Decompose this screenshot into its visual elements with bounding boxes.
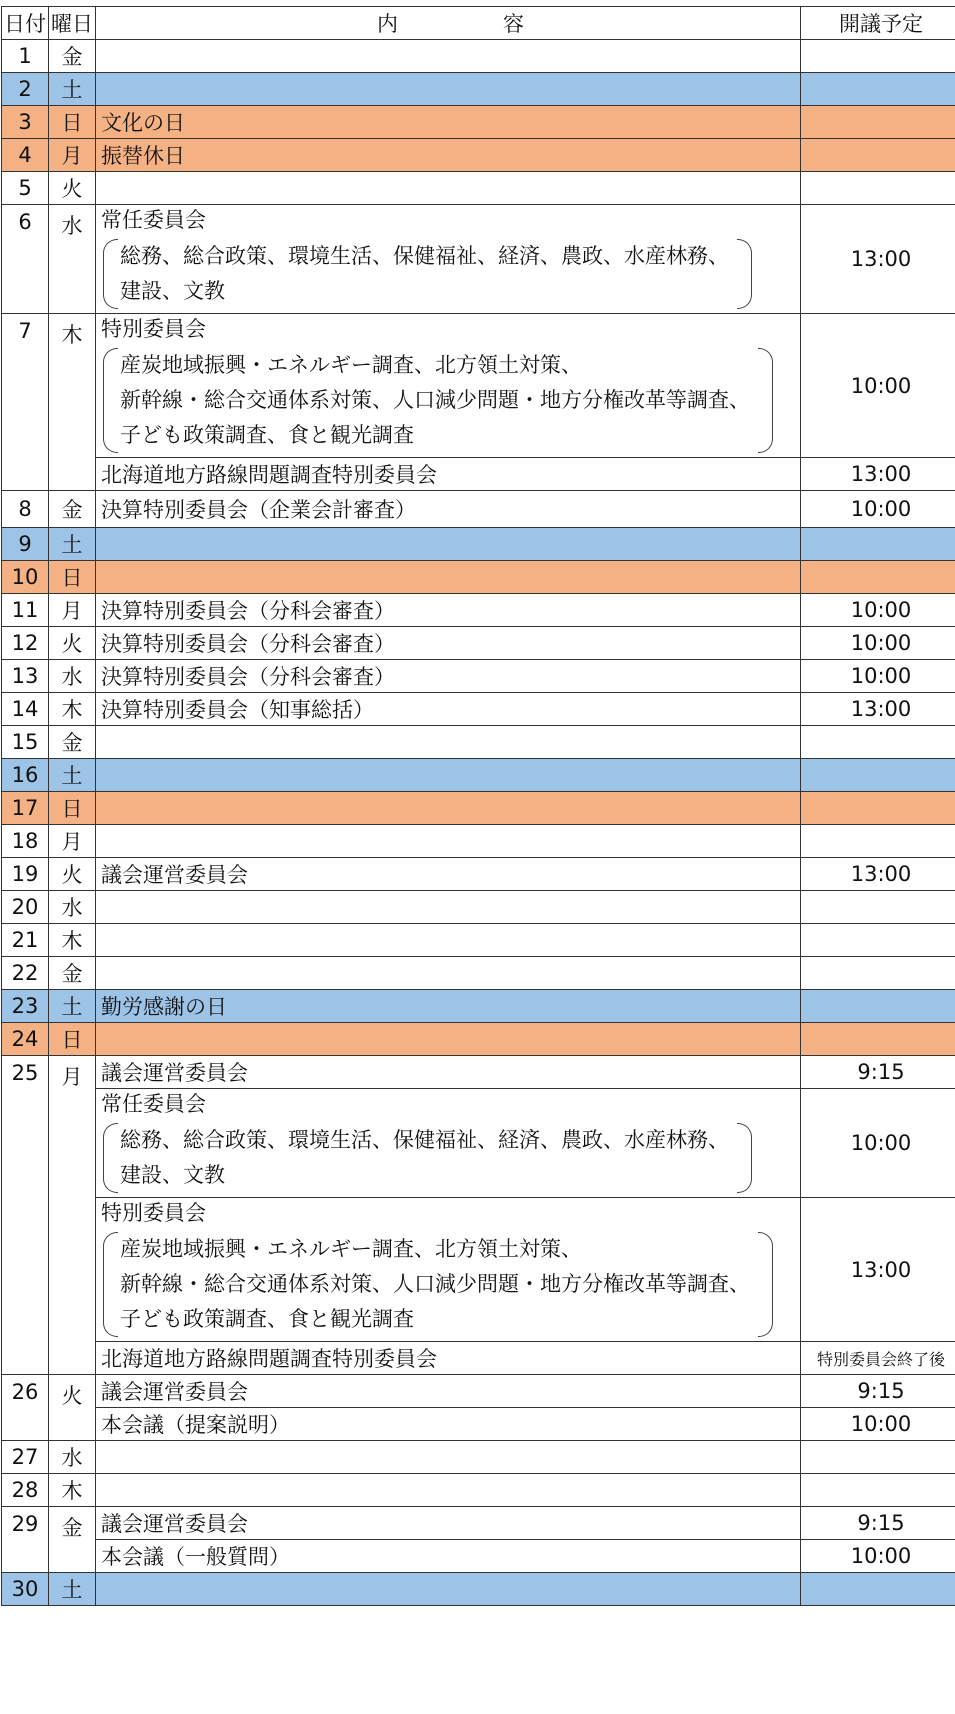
list-line: 産炭地域振興・エネルギー調査、北方領土対策、 <box>120 353 582 377</box>
content-cell: 本会議（一般質問） <box>96 1540 801 1573</box>
time-cell <box>801 106 955 139</box>
table-row <box>2 1507 955 1540</box>
time-cell <box>801 1474 955 1507</box>
weekday-cell: 火 <box>49 858 96 891</box>
table-row <box>2 1056 955 1089</box>
content-cell <box>96 205 801 314</box>
time-cell: 9:15 <box>801 1056 955 1089</box>
list-line: 総務、総合政策、環境生活、保健福祉、経済、農政、水産林務、 <box>120 1128 729 1152</box>
header-content: 内 容 <box>96 7 801 40</box>
header-weekday: 曜日 <box>49 7 96 40</box>
content-cell: 決算特別委員会（分科会審査） <box>96 594 801 627</box>
content-cell <box>96 561 801 594</box>
content-cell: 議会運営委員会 <box>96 858 801 891</box>
date-cell: 26 <box>2 1375 49 1441</box>
time-cell <box>801 792 955 825</box>
time-cell <box>801 990 955 1023</box>
weekday-cell: 土 <box>49 73 96 106</box>
list-line: 建設、文教 <box>120 279 225 303</box>
content-cell <box>96 1441 801 1474</box>
date-cell: 5 <box>2 172 49 205</box>
table-row <box>2 792 955 825</box>
table-row <box>2 561 955 594</box>
content-cell <box>96 40 801 73</box>
time-cell: 13:00 <box>801 205 955 314</box>
content-cell <box>96 1198 801 1342</box>
content-cell: 勤労感謝の日 <box>96 990 801 1023</box>
table-row <box>2 990 955 1023</box>
content-cell <box>96 1023 801 1056</box>
table-row <box>2 858 955 891</box>
weekday-cell: 土 <box>49 990 96 1023</box>
weekday-cell: 火 <box>49 627 96 660</box>
committee-list <box>103 239 800 309</box>
table-row <box>2 660 955 693</box>
time-cell: 10:00 <box>801 491 955 528</box>
content-cell <box>96 924 801 957</box>
table-row <box>2 1342 955 1375</box>
time-cell: 10:00 <box>801 1408 955 1441</box>
time-cell <box>801 1023 955 1056</box>
weekday-cell: 月 <box>49 139 96 172</box>
table-row <box>2 1408 955 1441</box>
table-row <box>2 594 955 627</box>
committee-list <box>103 1232 800 1337</box>
date-cell: 28 <box>2 1474 49 1507</box>
date-cell: 6 <box>2 205 49 314</box>
date-cell: 4 <box>2 139 49 172</box>
weekday-cell: 土 <box>49 528 96 561</box>
weekday-cell: 木 <box>49 924 96 957</box>
committee-title: 常任委員会 <box>101 1092 206 1116</box>
time-cell: 10:00 <box>801 627 955 660</box>
content-cell <box>96 957 801 990</box>
list-line: 新幹線・総合交通体系対策、人口減少問題・地方分権改革等調査、 <box>120 388 750 412</box>
weekday-cell: 金 <box>49 1507 96 1573</box>
content-cell: 振替休日 <box>96 139 801 172</box>
table-row <box>2 924 955 957</box>
time-cell <box>801 139 955 172</box>
table-row <box>2 73 955 106</box>
time-cell <box>801 759 955 792</box>
weekday-cell: 月 <box>49 825 96 858</box>
content-cell <box>96 172 801 205</box>
date-cell: 14 <box>2 693 49 726</box>
table-row <box>2 314 955 458</box>
content-cell <box>96 528 801 561</box>
content-cell: 決算特別委員会（分科会審査） <box>96 660 801 693</box>
date-cell: 16 <box>2 759 49 792</box>
table-row <box>2 1023 955 1056</box>
list-line: 総務、総合政策、環境生活、保健福祉、経済、農政、水産林務、 <box>120 244 729 268</box>
header-row <box>2 7 955 40</box>
content-cell: 北海道地方路線問題調査特別委員会 <box>96 458 801 491</box>
table-row <box>2 825 955 858</box>
time-cell <box>801 528 955 561</box>
date-cell: 27 <box>2 1441 49 1474</box>
weekday-cell: 金 <box>49 726 96 759</box>
table-row <box>2 40 955 73</box>
table-row <box>2 759 955 792</box>
committee-title: 特別委員会 <box>101 317 206 341</box>
table-row <box>2 205 955 314</box>
date-cell: 2 <box>2 73 49 106</box>
time-cell <box>801 726 955 759</box>
date-cell: 29 <box>2 1507 49 1573</box>
time-cell: 10:00 <box>801 1089 955 1198</box>
content-cell <box>96 314 801 458</box>
time-cell: 13:00 <box>801 458 955 491</box>
table-row <box>2 957 955 990</box>
date-cell: 10 <box>2 561 49 594</box>
content-cell <box>96 1089 801 1198</box>
date-cell: 17 <box>2 792 49 825</box>
time-cell: 13:00 <box>801 858 955 891</box>
table-row <box>2 726 955 759</box>
date-cell: 21 <box>2 924 49 957</box>
committee-list <box>103 348 800 453</box>
content-cell: 本会議（提案説明） <box>96 1408 801 1441</box>
time-cell <box>801 40 955 73</box>
weekday-cell: 日 <box>49 792 96 825</box>
list-line: 子ども政策調査、食と観光調査 <box>120 423 414 447</box>
header-date: 日付 <box>2 7 49 40</box>
date-cell: 7 <box>2 314 49 491</box>
content-cell: 文化の日 <box>96 106 801 139</box>
content-cell: 議会運営委員会 <box>96 1056 801 1089</box>
weekday-cell: 火 <box>49 1375 96 1441</box>
time-cell <box>801 924 955 957</box>
list-line: 子ども政策調査、食と観光調査 <box>120 1307 414 1331</box>
weekday-cell: 月 <box>49 594 96 627</box>
content-cell: 決算特別委員会（分科会審査） <box>96 627 801 660</box>
weekday-cell: 木 <box>49 314 96 491</box>
time-cell: 10:00 <box>801 314 955 458</box>
table-row <box>2 172 955 205</box>
date-cell: 18 <box>2 825 49 858</box>
date-cell: 11 <box>2 594 49 627</box>
time-cell <box>801 825 955 858</box>
content-cell <box>96 891 801 924</box>
date-cell: 25 <box>2 1056 49 1375</box>
time-cell: 10:00 <box>801 1540 955 1573</box>
content-cell <box>96 825 801 858</box>
list-line: 産炭地域振興・エネルギー調査、北方領土対策、 <box>120 1237 582 1261</box>
weekday-cell: 土 <box>49 1573 96 1606</box>
table-row <box>2 1441 955 1474</box>
table-row <box>2 528 955 561</box>
time-cell: 9:15 <box>801 1507 955 1540</box>
content-cell: 北海道地方路線問題調査特別委員会 <box>96 1342 801 1375</box>
content-cell: 決算特別委員会（企業会計審査） <box>96 491 801 528</box>
date-cell: 8 <box>2 491 49 528</box>
weekday-cell: 金 <box>49 40 96 73</box>
weekday-cell: 水 <box>49 891 96 924</box>
time-cell: 13:00 <box>801 693 955 726</box>
header-time: 開議予定 <box>801 7 955 40</box>
content-cell: 議会運営委員会 <box>96 1507 801 1540</box>
table-row <box>2 1089 955 1198</box>
time-cell <box>801 1441 955 1474</box>
date-cell: 13 <box>2 660 49 693</box>
table-row <box>2 1573 955 1606</box>
table-row <box>2 1375 955 1408</box>
date-cell: 22 <box>2 957 49 990</box>
time-cell <box>801 561 955 594</box>
date-cell: 1 <box>2 40 49 73</box>
date-cell: 12 <box>2 627 49 660</box>
weekday-cell: 金 <box>49 957 96 990</box>
schedule-table <box>1 6 955 1606</box>
time-cell: 9:15 <box>801 1375 955 1408</box>
table-row <box>2 1540 955 1573</box>
date-cell: 19 <box>2 858 49 891</box>
weekday-cell: 水 <box>49 660 96 693</box>
table-row <box>2 106 955 139</box>
table-row <box>2 1198 955 1342</box>
date-cell: 15 <box>2 726 49 759</box>
date-cell: 20 <box>2 891 49 924</box>
weekday-cell: 水 <box>49 205 96 314</box>
table-row <box>2 458 955 491</box>
time-cell: 10:00 <box>801 660 955 693</box>
weekday-cell: 木 <box>49 1474 96 1507</box>
time-cell <box>801 957 955 990</box>
date-cell: 24 <box>2 1023 49 1056</box>
date-cell: 3 <box>2 106 49 139</box>
weekday-cell: 水 <box>49 1441 96 1474</box>
time-cell <box>801 891 955 924</box>
date-cell: 23 <box>2 990 49 1023</box>
list-line: 建設、文教 <box>120 1163 225 1187</box>
content-cell <box>96 1474 801 1507</box>
table-row <box>2 139 955 172</box>
content-cell <box>96 792 801 825</box>
committee-title: 特別委員会 <box>101 1201 206 1225</box>
time-cell <box>801 1573 955 1606</box>
weekday-cell: 日 <box>49 106 96 139</box>
time-cell <box>801 73 955 106</box>
committee-title: 常任委員会 <box>101 208 206 232</box>
weekday-cell: 火 <box>49 172 96 205</box>
time-cell: 13:00 <box>801 1198 955 1342</box>
committee-list <box>103 1123 800 1193</box>
date-cell: 30 <box>2 1573 49 1606</box>
time-cell: 10:00 <box>801 594 955 627</box>
table-row <box>2 891 955 924</box>
content-cell <box>96 726 801 759</box>
content-cell: 議会運営委員会 <box>96 1375 801 1408</box>
table-row <box>2 1474 955 1507</box>
date-cell: 9 <box>2 528 49 561</box>
content-cell <box>96 73 801 106</box>
weekday-cell: 月 <box>49 1056 96 1375</box>
table-row <box>2 693 955 726</box>
weekday-cell: 日 <box>49 1023 96 1056</box>
time-cell: 特別委員会終了後 <box>801 1342 955 1375</box>
weekday-cell: 土 <box>49 759 96 792</box>
weekday-cell: 日 <box>49 561 96 594</box>
content-cell <box>96 759 801 792</box>
content-cell: 決算特別委員会（知事総括） <box>96 693 801 726</box>
time-cell <box>801 172 955 205</box>
weekday-cell: 木 <box>49 693 96 726</box>
list-line: 新幹線・総合交通体系対策、人口減少問題・地方分権改革等調査、 <box>120 1272 750 1296</box>
table-row <box>2 491 955 528</box>
table-row <box>2 627 955 660</box>
weekday-cell: 金 <box>49 491 96 528</box>
content-cell <box>96 1573 801 1606</box>
